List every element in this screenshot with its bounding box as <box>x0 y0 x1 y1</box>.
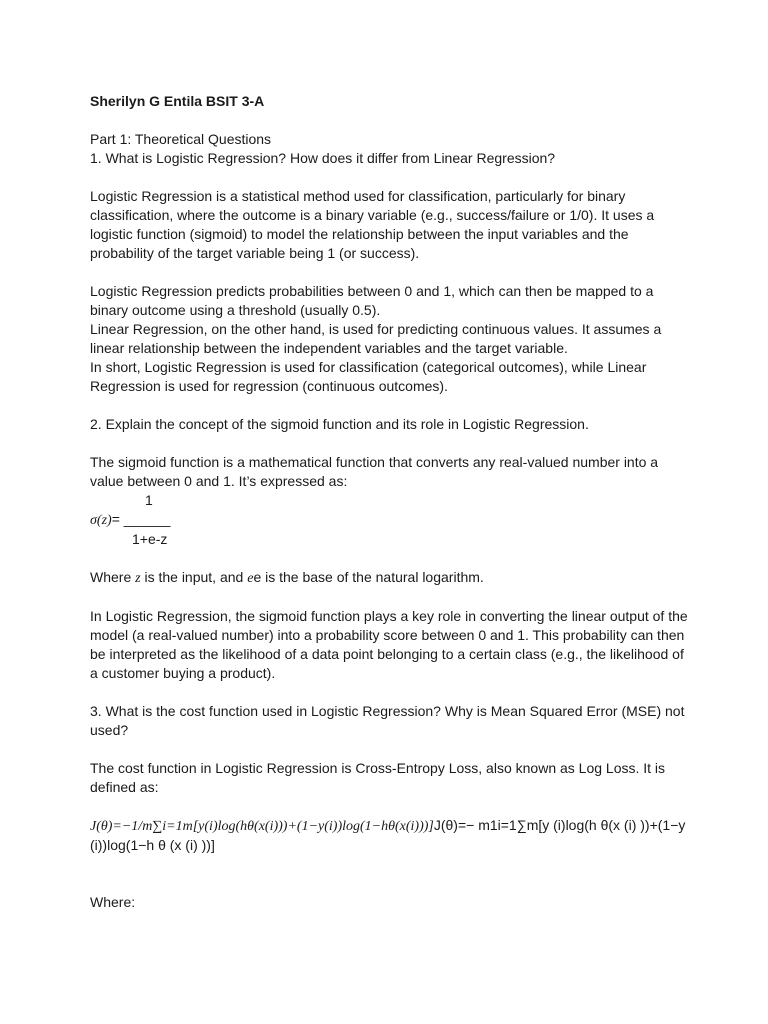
question-3: 3. What is the cost function used in Logistic Regression? Why is Mean Squared Error (MSE) not used? <box>90 703 685 738</box>
q1-paragraph-2b: Linear Regression, on the other hand, is used for predicting continuous values. It assumes a linear relationship between the independent variables and the target variable. <box>90 321 662 356</box>
where-text-1: Where <box>90 569 136 585</box>
where-text-2: is the input, and <box>140 569 248 585</box>
question-2: 2. Explain the concept of the sigmoid function and its role in Logistic Regression. <box>90 416 589 432</box>
formula-numerator: 1 <box>145 492 153 508</box>
formula-equals-bar: = ______ <box>111 511 171 527</box>
where-line <box>90 568 690 588</box>
q3-paragraph-1: The cost function in Logistic Regression is Cross-Entropy Loss, also known as Log Loss. It is defined as: <box>90 760 666 795</box>
formula-denominator: 1+e-z <box>132 531 168 547</box>
part1-heading: Part 1: Theoretical Questions <box>90 131 272 147</box>
author-title: Sherilyn G Entila BSIT 3-A <box>90 93 265 109</box>
cost-plain: J(θ)=− m1i=1∑m[y (i)log(h θ(x (i) ))+(1−y (i))log(1−h θ (x (i) ))] <box>90 817 686 853</box>
q2-paragraph-1: The sigmoid function is a mathematical function that converts any real-valued number into a value between 0 and 1. It’s expressed as: <box>90 454 659 489</box>
where-z: z <box>135 571 141 586</box>
where-text-3: e is the base of the natural logarithm. <box>253 569 484 585</box>
cost-function-formula <box>90 816 690 855</box>
sigmoid-formula <box>90 491 690 549</box>
document-page <box>90 92 690 912</box>
where-e: e <box>247 571 254 586</box>
q2-paragraph-2: In Logistic Regression, the sigmoid function plays a key role in converting the linear output of the model (a real-valued number) into a probability score between 0 and 1. This probability can then be interpreted as the likelihood of a data point belonging to a certain class (e.g., the likelihood of a customer buying a product). <box>90 608 688 681</box>
q1-paragraph-1: Logistic Regression is a statistical method used for classification, particularly for binary classification, where the outcome is a binary variable (e.g., success/failure or 1/0). It uses a logistic function (sigmoid) to model the relationship between the input variables and the probability of the target variable being 1 (or success). <box>90 188 655 261</box>
q1-paragraph-2a: Logistic Regression predicts probabilities between 0 and 1, which can then be mapped to a binary outcome using a threshold (usually 0.5). <box>90 283 654 318</box>
question-1: 1. What is Logistic Regression? How does it differ from Linear Regression? <box>90 150 556 166</box>
q1-paragraph-2c: In short, Logistic Regression is used for classification (categorical outcomes), while Linear Regression is used for regression (continuous outcomes). <box>90 359 647 394</box>
formula-line <box>90 510 690 530</box>
where-label: Where: <box>90 894 136 910</box>
formula-lhs: σ(z) <box>90 513 112 528</box>
cost-italic: J(θ)=−1/m∑i=1m[y(i)log(hθ(x(i)))+(1−y(i))log(1−hθ(x(i)))] <box>90 819 434 834</box>
